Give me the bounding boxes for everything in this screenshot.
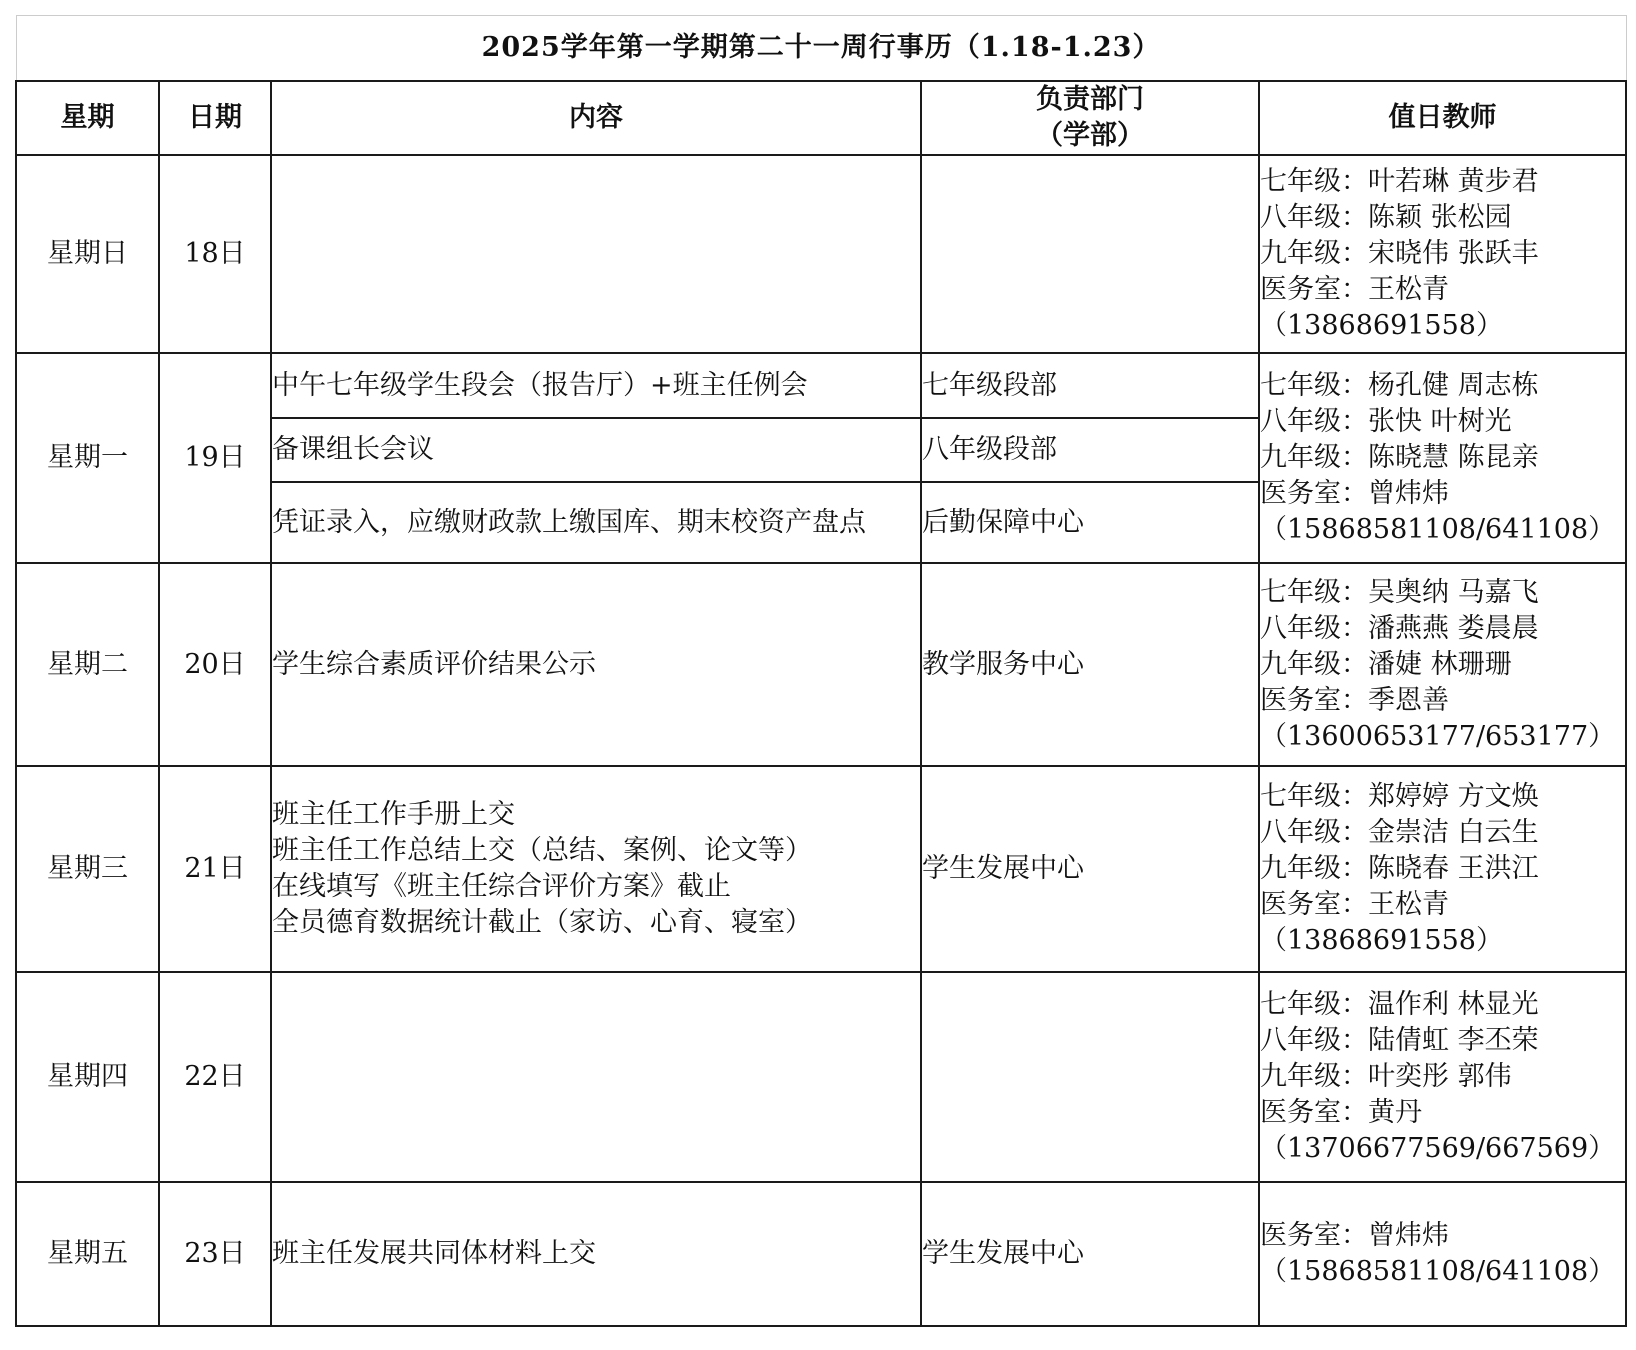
department-cell: 七年级段部: [921, 353, 1259, 418]
duty-line: 医务室：王松青: [1260, 274, 1449, 305]
date-cell: 23日: [159, 1182, 271, 1326]
duty-line: 八年级：金崇洁 白云生: [1260, 817, 1539, 848]
department-cell: 学生发展中心: [921, 766, 1259, 972]
duty-cell: [1259, 972, 1626, 1182]
duty-line: 八年级：张快 叶树光: [1260, 406, 1512, 437]
content-cell: [271, 972, 921, 1182]
content-cell: [271, 155, 921, 353]
duty-line: 七年级：吴奥纳 马嘉飞: [1260, 576, 1539, 608]
content-line: 在线填写《班主任综合评价方案》截止: [272, 871, 731, 902]
duty-line: 八年级：潘燕燕 娄晨晨: [1260, 612, 1539, 644]
weekday-cell: 星期日: [16, 155, 159, 353]
table-row: [16, 155, 1626, 353]
content-line: 班主任发展共同体材料上交: [272, 1238, 596, 1269]
weekday-cell: 星期四: [16, 972, 159, 1182]
duty-cell: [1259, 155, 1626, 353]
content-line: 班主任工作手册上交: [272, 799, 515, 830]
calendar-page: [15, 15, 1625, 1327]
header-date: 日期: [159, 81, 271, 155]
header-weekday: 星期: [16, 81, 159, 155]
calendar-title: 2025学年第一学期第二十一周行事历（1.18-1.23）: [16, 16, 1626, 82]
duty-line: 医务室：曾炜炜: [1260, 478, 1449, 509]
duty-line: （15868581108/641108）: [1260, 514, 1616, 545]
duty-line: 七年级：温作利 林显光: [1260, 989, 1539, 1020]
duty-cell: [1259, 766, 1626, 972]
table-row: [16, 563, 1626, 766]
header-department-line1: 负责部门: [1036, 84, 1144, 115]
title-row: [16, 16, 1626, 82]
weekly-calendar-table: [15, 15, 1627, 1327]
duty-cell: [1259, 563, 1626, 766]
content-cell: 备课组长会议: [271, 418, 921, 482]
duty-cell: [1259, 353, 1626, 563]
header-content: 内容: [271, 81, 921, 155]
department-cell: 八年级段部: [921, 418, 1259, 482]
duty-line: 医务室：黄丹: [1260, 1097, 1422, 1128]
duty-line: （15868581108/641108）: [1260, 1256, 1616, 1287]
content-cell: [271, 563, 921, 766]
department-cell: 教学服务中心: [921, 563, 1259, 766]
date-cell: 21日: [159, 766, 271, 972]
duty-line: （13868691558）: [1260, 925, 1503, 956]
duty-line: 九年级：陈晓春 王洪江: [1260, 853, 1539, 884]
table-row: [16, 972, 1626, 1182]
date-cell: 18日: [159, 155, 271, 353]
content-cell: 中午七年级学生段会（报告厅）+班主任例会: [271, 353, 921, 418]
table-row: [16, 1182, 1626, 1326]
content-line: 全员德育数据统计截止（家访、心育、寝室）: [272, 907, 812, 938]
content-cell: [271, 482, 921, 563]
duty-line: 医务室：曾炜炜: [1260, 1220, 1449, 1251]
table-row: [16, 353, 1626, 418]
date-cell: 22日: [159, 972, 271, 1182]
duty-line: 九年级：陈晓慧 陈昆亲: [1260, 442, 1539, 473]
department-cell: 学生发展中心: [921, 1182, 1259, 1326]
date-cell: 20日: [159, 563, 271, 766]
weekday-cell: 星期五: [16, 1182, 159, 1326]
duty-line: 九年级：潘婕 林珊珊: [1260, 648, 1512, 680]
duty-line: 八年级：陆倩虹 李丕荣: [1260, 1025, 1539, 1056]
content-cell: [271, 1182, 921, 1326]
duty-line: 九年级：叶奕彤 郭伟: [1260, 1061, 1512, 1092]
weekday-cell: 星期三: [16, 766, 159, 972]
duty-line: 七年级：郑婷婷 方文焕: [1260, 781, 1539, 812]
table-row: [16, 766, 1626, 972]
department-cell: [921, 972, 1259, 1182]
duty-line: 医务室：季恩善: [1260, 684, 1449, 716]
duty-line: 七年级：叶若琳 黄步君: [1260, 166, 1539, 197]
weekday-cell: 星期二: [16, 563, 159, 766]
duty-line: （13868691558）: [1260, 310, 1503, 341]
header-duty: 值日教师: [1259, 81, 1626, 155]
duty-line: 八年级：陈颖 张松园: [1260, 202, 1512, 233]
content-line: 学生综合素质评价结果公示: [272, 648, 596, 680]
duty-cell: [1259, 1182, 1626, 1326]
header-row: [16, 81, 1626, 155]
duty-line: （13706677569/667569）: [1260, 1133, 1616, 1164]
weekday-cell: 星期一: [16, 353, 159, 563]
duty-line: （13600653177/653177）: [1260, 720, 1616, 752]
department-cell: 后勤保障中心: [921, 482, 1259, 563]
content-line: 班主任工作总结上交（总结、案例、论文等）: [272, 835, 812, 866]
content-line: 凭证录入，应缴财政款上缴国库、期末校资产盘点: [272, 506, 866, 538]
department-cell: [921, 155, 1259, 353]
header-department-line2: （学部）: [1036, 120, 1144, 151]
duty-line: 医务室：王松青: [1260, 889, 1449, 920]
content-cell: [271, 766, 921, 972]
duty-line: 七年级：杨孔健 周志栋: [1260, 370, 1539, 401]
duty-line: 九年级：宋晓伟 张跃丰: [1260, 238, 1539, 269]
header-department: [921, 81, 1259, 155]
date-cell: 19日: [159, 353, 271, 563]
